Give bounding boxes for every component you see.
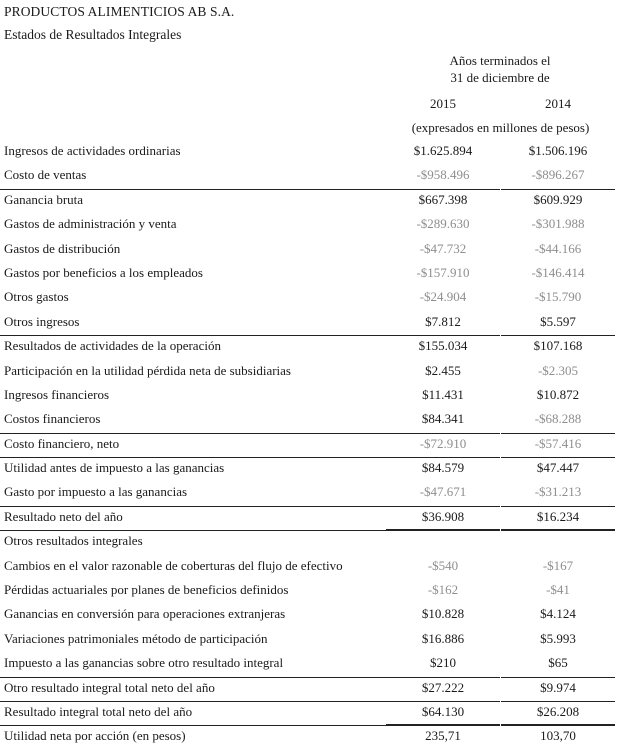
period-header-line2: 31 de diciembre de [450,70,550,85]
rule-line [501,506,615,507]
value-2015: $84.579 [421,460,465,476]
row-label: Resultados de actividades de la operación [4,338,221,354]
row-label: Resultado integral total neto del año [4,703,193,719]
rule-line [386,701,500,702]
value-2014: $5.993 [540,630,576,646]
value-2014: 103,70 [540,728,576,744]
value-2015: $36.908 [421,508,465,524]
row-label: Gasto por impuesto a las ganancias [4,484,188,500]
value-2014: $47.447 [536,460,580,476]
value-2015: -$958.496 [416,167,470,183]
income-statement-table [0,140,623,750]
row-label: Utilidad neta por acción (en pesos) [4,728,186,744]
value-2014: -$167 [542,557,574,573]
value-2015: $667.398 [418,191,468,207]
table-row [0,164,623,188]
value-2015: -$157.910 [416,264,470,280]
rule-line [0,677,386,678]
value-2014: $26.208 [536,703,580,719]
row-label: Participación en la utilidad pérdida neta de subsidiarias [4,362,291,378]
company-name: PRODUCTOS ALIMENTICIOS AB S.A. [4,4,235,19]
value-2015: $10.828 [421,606,465,622]
rule-line [501,433,615,434]
row-label: Ganancia bruta [4,191,84,207]
value-2015: $11.431 [422,386,464,402]
value-2015: $2.455 [425,362,461,378]
value-2015: -$47.732 [419,240,467,256]
table-row [0,628,623,652]
period-header [400,52,600,86]
table-row [0,652,623,676]
rule-line [0,725,386,726]
table-row [0,335,623,359]
value-2014: -$15.790 [534,289,582,305]
table-row [0,140,623,164]
table-row [0,481,623,505]
value-2014: -$896.267 [531,167,585,183]
row-label: Cambios en el valor razonable de coberturas del flujo de efectivo [4,557,343,573]
table-row [0,384,623,408]
rule-line [0,506,386,507]
value-2015: 235,71 [425,728,461,744]
row-label: Variaciones patrimoniales método de participación [4,630,268,646]
rule-line [386,677,500,678]
table-row [0,506,623,530]
year-2015-header: 2015 [430,96,456,111]
row-label: Ganancias en conversión para operaciones extranjeras [4,606,286,622]
value-2015: $16.886 [421,630,465,646]
rule-line [0,433,386,434]
row-label: Impuesto a las ganancias sobre otro resultado integral [4,655,284,671]
row-label: Ingresos de actividades ordinarias [4,143,181,158]
row-label: Utilidad antes de impuesto a las ganancias [4,460,225,476]
table-row [0,725,623,749]
rule-line [386,433,500,434]
value-2015: $84.341 [421,411,465,427]
rule-line [501,677,615,678]
table-row [0,360,623,384]
table-row [0,408,623,432]
table-row [0,701,623,725]
rule-line [386,457,500,458]
row-label: Otro resultado integral total neto del año [4,679,215,695]
value-2014: $9.974 [540,679,576,695]
value-2014: -$146.414 [531,264,585,280]
row-label: Gastos de distribución [4,240,121,256]
rule-line [0,530,386,531]
rule-line [0,189,386,190]
period-header-line1: Años terminados el [449,53,551,68]
table-row [0,286,623,310]
value-2014: -$44.166 [534,240,582,256]
year-2014-header: 2014 [545,96,571,111]
value-2014: -$31.213 [534,484,582,500]
value-2015: $210 [430,655,456,671]
row-label: Costo de ventas [4,167,87,183]
rule-line [386,725,500,726]
table-row [0,677,623,701]
value-2014: $4.124 [540,606,576,622]
rule-line [386,530,500,531]
row-label: Costos financieros [4,411,101,427]
row-label: Pérdidas actuariales por planes de beneficios definidos [4,582,289,598]
rule-line [501,457,615,458]
rule-line [501,189,615,190]
value-2015: $64.130 [421,703,465,719]
rule-line [0,335,386,336]
table-row [0,433,623,457]
table-row [0,262,623,286]
rule-line [501,530,615,531]
row-label: Gastos de administración y venta [4,216,177,232]
value-2014: $10.872 [536,386,580,402]
table-row [0,530,623,554]
value-2015: -$289.630 [416,216,470,232]
value-2015: $155.034 [418,338,468,354]
value-2015: -$24.904 [419,289,467,305]
rule-line [386,189,500,190]
value-2015: $27.222 [421,679,465,695]
row-label: Costo financiero, neto [4,435,120,451]
value-2014: $5.597 [540,313,576,329]
rule-line [386,335,500,336]
value-2015: -$540 [427,557,459,573]
value-2014: $609.929 [533,191,583,207]
value-2014: $1.506.196 [528,143,588,158]
value-2014: -$41 [546,582,570,598]
rule-line [501,335,615,336]
value-2014: -$301.988 [531,216,585,232]
table-row [0,311,623,335]
rule-line [386,506,500,507]
rule-line [501,701,615,702]
value-2015: $7.812 [425,313,461,329]
value-2014: $16.234 [536,508,580,524]
units-note: (expresados en millones de pesos) [411,120,590,135]
value-2015: -$72.910 [419,435,467,451]
value-2014: -$68.288 [534,411,582,427]
row-label: Otros resultados integrales [4,533,143,549]
table-row [0,457,623,481]
table-row [0,603,623,627]
row-label: Otros ingresos [4,313,80,329]
row-label: Gastos por beneficios a los empleados [4,264,203,280]
statement-title: Estados de Resultados Integrales [4,27,182,42]
rule-line [0,457,386,458]
value-2015: $1.625.894 [413,143,473,158]
table-row [0,213,623,237]
table-row [0,238,623,262]
value-2015: -$162 [427,582,459,598]
table-row [0,579,623,603]
value-2014: $65 [548,655,568,671]
row-label: Ingresos financieros [4,386,110,402]
rule-line [0,701,386,702]
value-2014: -$57.416 [534,435,582,451]
table-row [0,555,623,579]
rule-line [501,725,615,726]
row-label: Resultado neto del año [4,508,123,524]
table-row [0,189,623,213]
row-label: Otros gastos [4,289,69,305]
value-2015: -$47.671 [419,484,467,500]
value-2014: $107.168 [533,338,583,354]
value-2014: -$2.305 [537,362,579,378]
